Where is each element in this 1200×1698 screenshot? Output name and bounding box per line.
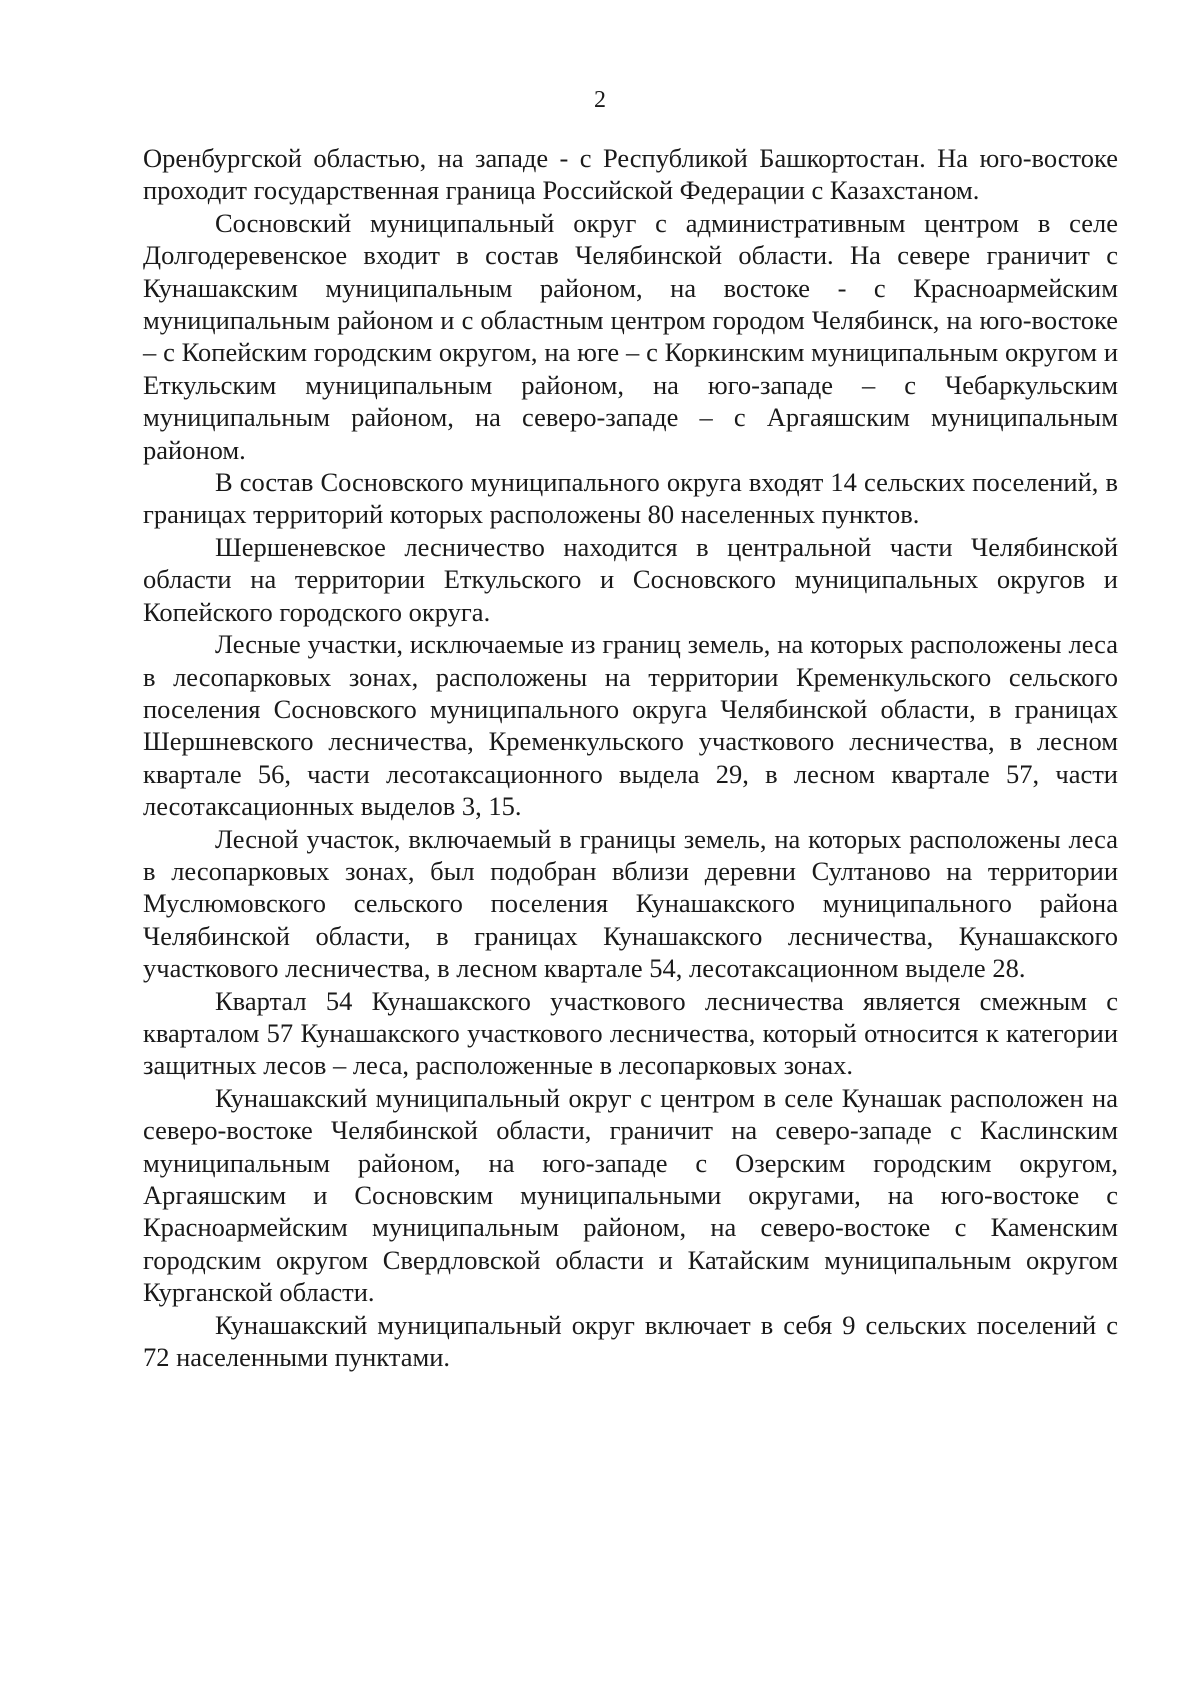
paragraph-continuation: Оренбургской областью, на западе - с Республикой Башкортостан. На юго-востоке проходит государственная граница Российской Федерации с Казахстаном.: [143, 143, 1118, 206]
paragraph-excluded-plots: Лесные участки, исключаемые из границ земель, на которых расположены леса в лесопарковых зонах, расположены на территории Кременкульского сельского поселения Сосновского муниципального округа Челябинской области, в границах Шершневского лесничества, Кременкульского участкового лесничества, в лесном квартале 56, части лесотаксационного выдела 29, в лесном квартале 57, части лесотаксационных выделов 3, 15.: [143, 629, 1118, 822]
document-body: [143, 142, 1118, 1373]
paragraph-quarter-54: Квартал 54 Кунашакского участкового лесничества является смежным с кварталом 57 Кунашакского участкового лесничества, который относится к категории защитных лесов – леса, расположенные в лесопарковых зонах.: [143, 985, 1118, 1081]
paragraph-kunashak-settlements: Кунашакский муниципальный округ включает в себя 9 сельских поселений с 72 населенными пунктами.: [143, 1309, 1118, 1373]
paragraph-included-plot: Лесной участок, включаемый в границы земель, на которых расположены леса в лесопарковых зонах, был подобран вблизи деревни Султаново на территории Муслюмовского сельского поселения Кунашакского муниципального района Челябинской области, в границах Кунашакского лесничества, Кунашакского участкового лесничества, в лесном квартале 54, лесотаксационном выделе 28.: [143, 823, 1118, 984]
paragraph-sosnovsky-settlements: В состав Сосновского муниципального округа входят 14 сельских поселений, в границах территорий которых расположены 80 населенных пунктов.: [143, 467, 1118, 530]
paragraph-shershnevskoe-forestry: Шершеневское лесничество находится в центральной части Челябинской области на территории Еткульского и Сосновского муниципальных округов и Копейского городского округа.: [143, 531, 1118, 627]
paragraph-sosnovsky-district: Сосновский муниципальный округ с административным центром в селе Долгодеревенское входит в состав Челябинской области. На севере граничит с Кунашакским муниципальным районом, на востоке - с Красноармейским муниципальным районом и с областным центром городом Челябинск, на юго-востоке – с Копейским городским округом, на юге – с Коркинским муниципальным округом и Еткульским муниципальным районом, на юго-западе – с Чебаркульским муниципальным районом, на северо-западе – с Аргаяшским муниципальным районом.: [143, 207, 1118, 465]
page-number: 2: [594, 87, 606, 113]
paragraph-kunashak-district: Кунашакский муниципальный округ с центром в селе Кунашак расположен на северо-востоке Челябинской области, граничит на северо-западе с Каслинским муниципальным районом, на юго-западе с Озерским городским округом, Аргаяшским и Сосновским муниципальными округами, на юго-востоке с Красноармейским муниципальным районом, на северо-востоке с Каменским городским округом Свердловской области и Катайским муниципальным округом Курганской области.: [143, 1082, 1118, 1308]
